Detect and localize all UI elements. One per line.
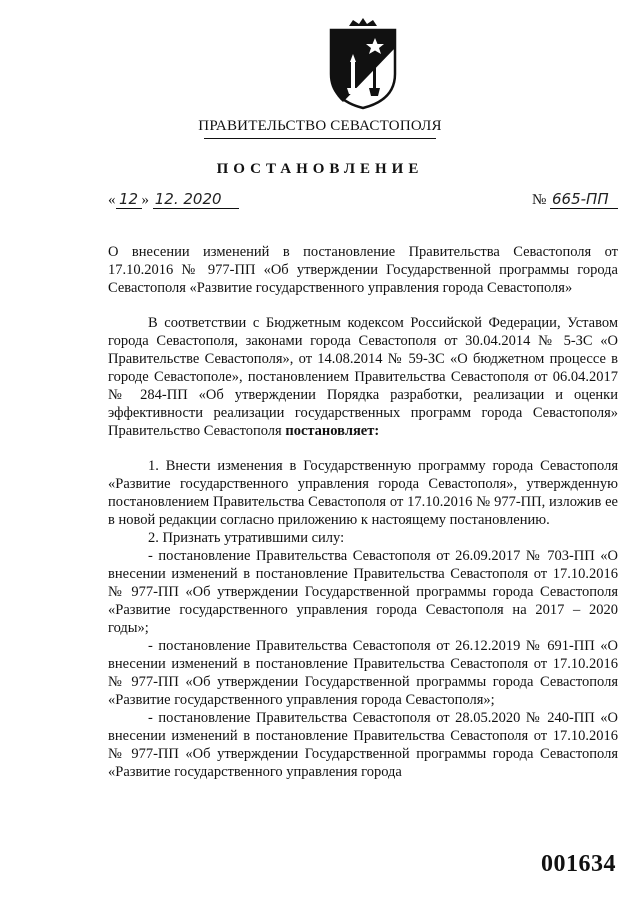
government-name-text: ПРАВИТЕЛЬСТВО СЕВАСТОПОЛЯ	[198, 118, 442, 134]
government-name	[0, 118, 640, 139]
date-number-row	[108, 190, 618, 214]
repealed-item-2: - постановление Правительства Севастополя от 26.12.2019 № 691-ПП «О внесении изменений в постановление Правительства Севастополя от 17.10.2016 № 977-ПП «Об утверждении Государственной программы города Севастополя «Развитие государственного управления города Севастополя»;	[108, 638, 618, 708]
item-2: 2. Признать утратившими силу:	[148, 530, 345, 546]
government-name-underline	[204, 138, 436, 139]
document-type-title: ПОСТАНОВЛЕНИЕ	[216, 161, 424, 177]
document-body	[108, 243, 618, 781]
number-prefix: №	[531, 192, 547, 208]
repealed-item-1: - постановление Правительства Севастополя от 26.09.2017 № 703-ПП «О внесении изменений в постановление Правительства Севастополя от 17.10.2016 № 977-ПП «Об утверждении Государственной программы города Севастополя «Развитие государственного управления города Севастополя на 2017 – 2020 годы»;	[108, 548, 618, 636]
date-close-quote: »	[141, 192, 149, 208]
number-value: 665-ПП	[550, 190, 618, 209]
preamble-paragraph	[108, 314, 618, 440]
item-1: 1. Внести изменения в Государственную программу города Севастополя «Развитие государственного управления города Севастополя», утвержденную постановлением Правительства Севастополя от 17.10.2016 № 977-ПП, изложив ее в новой редакции согласно приложению к настоящему постановлению.	[108, 458, 618, 528]
date-month-year: 12. 2020	[153, 190, 239, 209]
document-number	[532, 190, 618, 209]
sheet-serial-number: 001634	[541, 851, 616, 877]
date-day: 12	[116, 190, 142, 209]
date-open-quote: «	[108, 192, 116, 208]
preamble-resolution: постановляет:	[285, 423, 380, 439]
repealed-item-3: - постановление Правительства Севастополя от 28.05.2020 № 240-ПП «О внесении изменений в постановление Правительства Севастополя от 17.10.2016 № 977-ПП «Об утверждении Государственной программы города Севастополя «Развитие государственного управления города	[108, 710, 618, 780]
preamble-text: В соответствии с Бюджетным кодексом Российской Федерации, Уставом города Севастополя, законами города Севастополя от 30.04.2014 № 5-ЗС «О Правительстве Севастополя», от 14.08.2014 № 59-ЗС «О бюджетном процессе в городе Севастополе», постановлением Правительства Севастополя от 06.04.2017 № 284-ПП «Об утверждении Порядка разработки, реализации и оценки эффективности реализации государственных программ города Севастополя» Правительство Севастополя	[108, 315, 618, 439]
coat-of-arms-icon	[325, 18, 401, 110]
subject-paragraph: О внесении изменений в постановление Правительства Севастополя от 17.10.2016 № 977-ПП «Об утверждении Государственной программы города Севастополя «Развитие государственного управления города Севастополя»	[108, 244, 618, 296]
document-date	[108, 190, 239, 209]
